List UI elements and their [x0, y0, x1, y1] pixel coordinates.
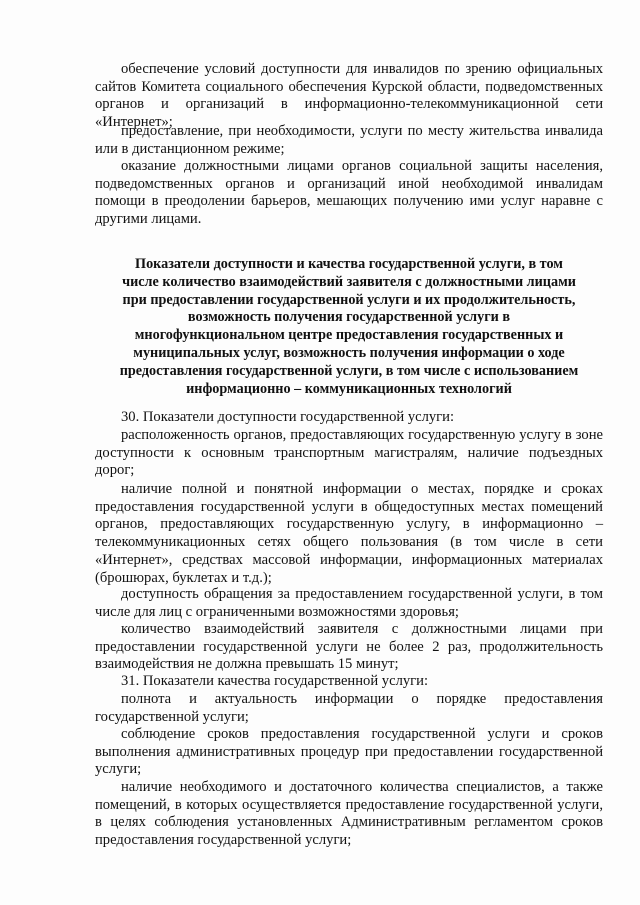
heading-line: предоставления государственной услуги, в том числе с использованием [119, 362, 579, 379]
heading-line: многофункциональном центре предоставления государственных и [134, 327, 564, 344]
paragraph-accessibility-websites: обеспечение условий доступности для инвалидов по зрению официальных сайтов Комитета социального обеспечения Курской области, подведомственных органов и организаций в информационно-телекоммуникационной сети «Интернет»; [95, 61, 603, 131]
heading-line: возможность получения государственной услуги в [187, 309, 511, 326]
paragraph-location-of-bodies: расположенность органов, предоставляющих государственную услугу в зоне доступности к основным транспортным магистралям, наличие подъездных дорог; [95, 427, 603, 479]
heading-line: Показатели доступности и качества государственной услуги, в том [135, 256, 563, 272]
paragraph-assistance-barriers: оказание должностными лицами органов социальной защиты населения, подведомственных органов и организаций иной необходимой инвалидам помощи в преодолении барьеров, мешающих получению ими услуг наравне с другими лицами. [95, 158, 603, 228]
paragraph-deadline-compliance: соблюдение сроков предоставления государственной услуги и сроков выполнения административных процедур при предоставлении государственной услуги; [95, 726, 603, 778]
paragraph-staff-and-premises: наличие необходимого и достаточного количества специалистов, а также помещений, в которых осуществляется предоставление государственной услуги, в целях соблюдения установленных Административным регламентом сроков предоставления государственной услуги; [95, 779, 603, 849]
paragraph-interaction-count: количество взаимодействий заявителя с должностными лицами при предоставлении государственной услуги не более 2 раз, продолжительность взаимодействия не должна превышать 15 минут; [95, 621, 603, 673]
clause-31-title: 31. Показатели качества государственной услуги: [121, 673, 429, 689]
clause-30-title: 30. Показатели доступности государственной услуги: [121, 409, 455, 425]
heading-line: числе количество взаимодействий заявителя с должностными лицами [122, 273, 576, 290]
heading-line: муниципальных услуг, возможность получения информации о ходе [133, 344, 565, 361]
paragraph-information-completeness: полнота и актуальность информации о порядке предоставления государственной услуги; [95, 691, 603, 725]
paragraph-information-availability: наличие полной и понятной информации о местах, порядке и сроках предоставления государственной услуги в общедоступных местах помещений органов, предоставляющих государственную услугу, в информационно – телекоммуникационных сетях общего пользования (в том числе в сети «Интернет», средствах массовой информации, информационных материалах (брошюрах, буклетах и т.д.); [95, 481, 603, 586]
section-heading [95, 256, 603, 398]
paragraph-service-at-residence: предоставление, при необходимости, услуги по месту жительства инвалида или в дистанционном режиме; [95, 123, 603, 157]
heading-line: информационно – коммуникационных технологий [186, 380, 512, 397]
paragraph-access-for-disabled: доступность обращения за предоставлением государственной услуги, в том числе для лиц с ограниченными возможностями здоровья; [95, 586, 603, 620]
heading-line: при предоставлении государственной услуги и их продолжительность, [122, 291, 576, 308]
